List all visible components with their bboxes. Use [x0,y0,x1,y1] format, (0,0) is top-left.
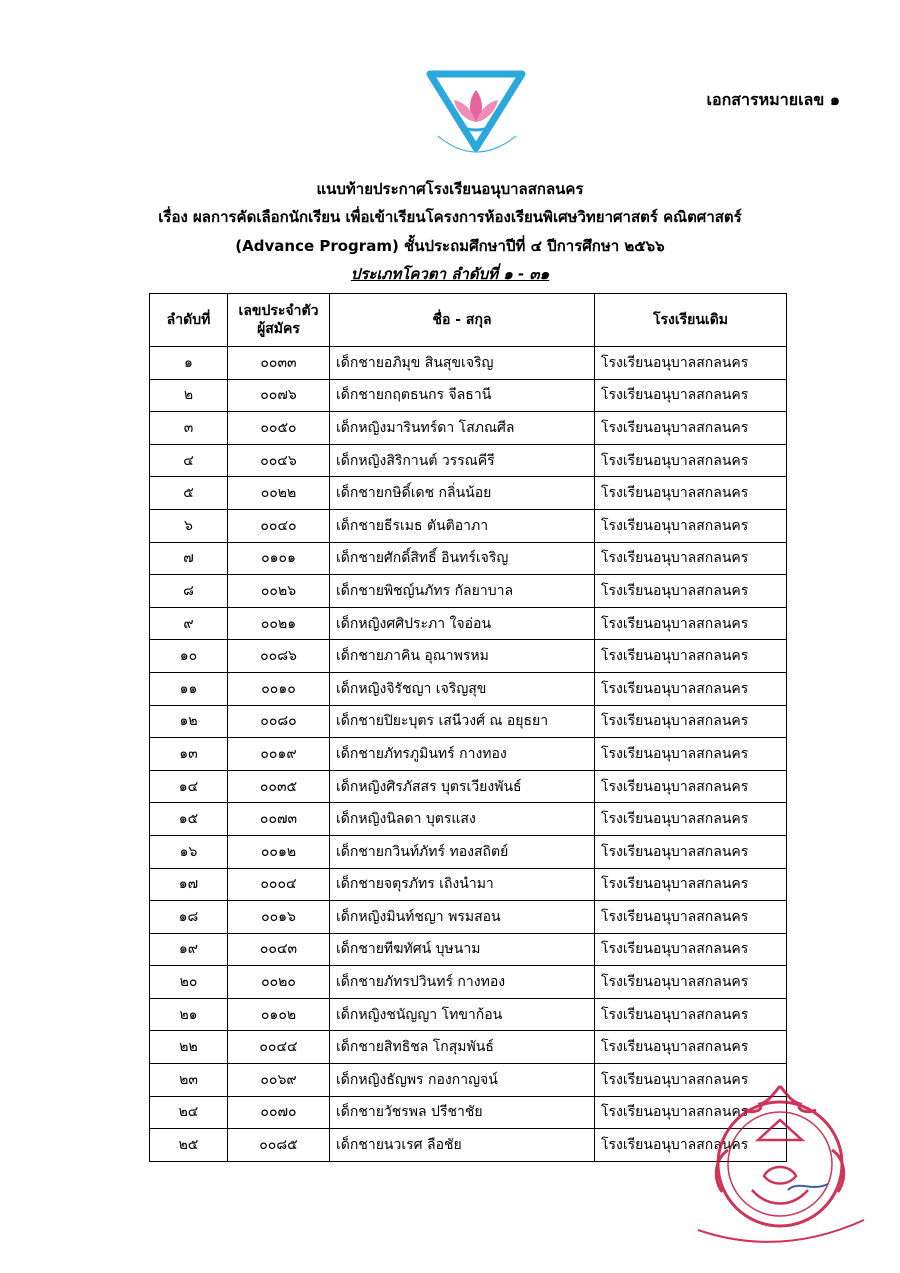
cell-name: เด็กหญิงชนัญญา โทขาก้อน [330,998,595,1031]
document-number: เอกสารหมายเลข ๑ [706,90,840,109]
cell-name: เด็กชายวัชรพล ปรีชาชัย [330,1096,595,1129]
cell-school: โรงเรียนอนุบาลสกลนคร [595,705,787,738]
table-row [150,672,787,705]
cell-applicant-id: ๐๑๐๒ [228,998,330,1031]
header-applicant-id [228,294,330,347]
cell-school: โรงเรียนอนุบาลสกลนคร [595,607,787,640]
cell-name: เด็กชายภาคิน อุณาพรหม [330,640,595,673]
table-row [150,444,787,477]
header-school: โรงเรียนเดิม [595,294,787,347]
table-row [150,477,787,510]
header-applicant-id-line-2: ผู้สมัคร [257,321,300,337]
header-line-2: เรื่อง ผลการคัดเลือกนักเรียน เพื่อเข้าเรียนโครงการห้องเรียนพิเศษวิทยาศาสตร์ คณิตศาสตร์ [158,208,742,226]
school-logo-icon [424,70,528,158]
cell-school: โรงเรียนอนุบาลสกลนคร [595,509,787,542]
cell-name: เด็กชายทีฆทัศน์ บุษนาม [330,933,595,966]
cell-school: โรงเรียนอนุบาลสกลนคร [595,444,787,477]
table-row [150,347,787,380]
cell-seq: ๒๕ [150,1129,228,1162]
cell-school: โรงเรียนอนุบาลสกลนคร [595,672,787,705]
cell-seq: ๕ [150,477,228,510]
cell-name: เด็กชายธีรเมธ ตันติอาภา [330,509,595,542]
cell-seq: ๑๕ [150,803,228,836]
cell-applicant-id: ๐๐๗๐ [228,1096,330,1129]
cell-seq: ๒๔ [150,1096,228,1129]
cell-applicant-id: ๐๐๕๐ [228,412,330,445]
cell-seq: ๒๐ [150,966,228,999]
header-name: ชื่อ - สกุล [330,294,595,347]
table-row [150,1031,787,1064]
cell-applicant-id: ๐๐๘๕ [228,1129,330,1162]
cell-name: เด็กหญิงมารินทร์ดา โสภณศีล [330,412,595,445]
table-row [150,509,787,542]
cell-seq: ๔ [150,444,228,477]
cell-name: เด็กชายกวินท์ภัทร์ ทองสถิตย์ [330,835,595,868]
cell-seq: ๑ [150,347,228,380]
table-header-row [150,294,787,347]
cell-school: โรงเรียนอนุบาลสกลนคร [595,1096,787,1129]
cell-name: เด็กหญิงนิลดา บุตรแสง [330,803,595,836]
cell-applicant-id: ๐๐๑๖ [228,901,330,934]
cell-school: โรงเรียนอนุบาลสกลนคร [595,738,787,771]
table-row [150,412,787,445]
cell-applicant-id: ๐๐๒๖ [228,575,330,608]
results-table [149,293,787,1162]
cell-seq: ๑๑ [150,672,228,705]
cell-name: เด็กหญิงศิรภัสสร บุตรเวียงพันธ์ [330,770,595,803]
table-row [150,640,787,673]
cell-school: โรงเรียนอนุบาลสกลนคร [595,412,787,445]
table-row [150,835,787,868]
cell-seq: ๑๘ [150,901,228,934]
cell-school: โรงเรียนอนุบาลสกลนคร [595,868,787,901]
cell-applicant-id: ๐๐๐๔ [228,868,330,901]
table-row [150,738,787,771]
cell-applicant-id: ๐๐๗๖ [228,379,330,412]
cell-applicant-id: ๐๐๓๓ [228,347,330,380]
table-row [150,379,787,412]
cell-name: เด็กชายกษิดิ์เดช กลิ่นน้อย [330,477,595,510]
cell-school: โรงเรียนอนุบาลสกลนคร [595,933,787,966]
table-row [150,998,787,1031]
header-seq: ลำดับที่ [150,294,228,347]
header-line-3: (Advance Program) ชั้นประถมศึกษาปีที่ ๔ ปีการศึกษา ๒๕๖๖ [235,237,665,255]
cell-seq: ๑๗ [150,868,228,901]
cell-school: โรงเรียนอนุบาลสกลนคร [595,770,787,803]
cell-applicant-id: ๐๑๐๑ [228,542,330,575]
cell-school: โรงเรียนอนุบาลสกลนคร [595,542,787,575]
cell-seq: ๑๐ [150,640,228,673]
cell-name: เด็กหญิงมินท์ชญา พรมสอน [330,901,595,934]
cell-applicant-id: ๐๐๒๐ [228,966,330,999]
cell-name: เด็กหญิงธัญพร กองกาญจน์ [330,1064,595,1097]
table-row [150,770,787,803]
cell-applicant-id: ๐๐๔๓ [228,933,330,966]
seal-stamp-icon [688,1080,868,1250]
cell-school: โรงเรียนอนุบาลสกลนคร [595,640,787,673]
cell-applicant-id: ๐๐๑๐ [228,672,330,705]
table-row [150,705,787,738]
cell-applicant-id: ๐๐๒๑ [228,607,330,640]
cell-school: โรงเรียนอนุบาลสกลนคร [595,901,787,934]
table-row [150,933,787,966]
cell-name: เด็กชายศักดิ์สิทธิ์ อินทร์เจริญ [330,542,595,575]
cell-school: โรงเรียนอนุบาลสกลนคร [595,1064,787,1097]
cell-seq: ๙ [150,607,228,640]
cell-name: เด็กชายกฤตธนกร จีลธานี [330,379,595,412]
table-row [150,542,787,575]
table-row [150,868,787,901]
cell-name: เด็กชายพิชญ์นภัทร กัลยาบาล [330,575,595,608]
cell-applicant-id: ๐๐๒๒ [228,477,330,510]
cell-seq: ๒๓ [150,1064,228,1097]
table-row [150,607,787,640]
cell-school: โรงเรียนอนุบาลสกลนคร [595,835,787,868]
cell-seq: ๘ [150,575,228,608]
cell-seq: ๑๔ [150,770,228,803]
header-line-1: แนบท้ายประกาศโรงเรียนอนุบาลสกลนคร [316,180,584,198]
cell-applicant-id: ๐๐๔๐ [228,509,330,542]
cell-seq: ๑๓ [150,738,228,771]
table-row [150,901,787,934]
cell-name: เด็กชายภัทรภูมินทร์ กางทอง [330,738,595,771]
cell-name: เด็กหญิงจิรัชญา เจริญสุข [330,672,595,705]
cell-name: เด็กชายอภิมุข สินสุขเจริญ [330,347,595,380]
cell-applicant-id: ๐๐๘๐ [228,705,330,738]
cell-seq: ๒ [150,379,228,412]
cell-seq: ๗ [150,542,228,575]
cell-seq: ๑๖ [150,835,228,868]
table-row [150,575,787,608]
cell-school: โรงเรียนอนุบาลสกลนคร [595,347,787,380]
cell-applicant-id: ๐๐๖๙ [228,1064,330,1097]
cell-name: เด็กชายภัทรปวินทร์ กางทอง [330,966,595,999]
cell-school: โรงเรียนอนุบาลสกลนคร [595,966,787,999]
cell-school: โรงเรียนอนุบาลสกลนคร [595,575,787,608]
cell-seq: ๑๙ [150,933,228,966]
cell-name: เด็กชายปิยะบุตร เสนีวงศ์ ณ อยุธยา [330,705,595,738]
header-applicant-id-line-1: เลขประจำตัว [238,303,319,319]
cell-seq: ๓ [150,412,228,445]
cell-seq: ๑๒ [150,705,228,738]
cell-applicant-id: ๐๐๗๓ [228,803,330,836]
cell-applicant-id: ๐๐๑๙ [228,738,330,771]
cell-name: เด็กชายสิทธิชล โกสุมพันธ์ [330,1031,595,1064]
cell-name: เด็กหญิงสิริกานต์ วรรณคีรี [330,444,595,477]
cell-applicant-id: ๐๐๑๒ [228,835,330,868]
cell-school: โรงเรียนอนุบาลสกลนคร [595,803,787,836]
cell-seq: ๒๒ [150,1031,228,1064]
table-row [150,966,787,999]
cell-school: โรงเรียนอนุบาลสกลนคร [595,477,787,510]
cell-school: โรงเรียนอนุบาลสกลนคร [595,379,787,412]
cell-applicant-id: ๐๐๓๕ [228,770,330,803]
cell-applicant-id: ๐๐๔๔ [228,1031,330,1064]
cell-school: โรงเรียนอนุบาลสกลนคร [595,998,787,1031]
cell-school: โรงเรียนอนุบาลสกลนคร [595,1129,787,1162]
cell-applicant-id: ๐๐๘๖ [228,640,330,673]
header-line-4: ประเภทโควตา ลำดับที่ ๑ - ๓๑ [350,265,550,283]
cell-seq: ๒๑ [150,998,228,1031]
cell-applicant-id: ๐๐๔๖ [228,444,330,477]
cell-seq: ๖ [150,509,228,542]
cell-name: เด็กหญิงศศิประภา ใจอ่อน [330,607,595,640]
cell-school: โรงเรียนอนุบาลสกลนคร [595,1031,787,1064]
table-row [150,803,787,836]
cell-name: เด็กชายนวเรศ ลือชัย [330,1129,595,1162]
cell-name: เด็กชายจตุรภัทร เถิงนำมา [330,868,595,901]
